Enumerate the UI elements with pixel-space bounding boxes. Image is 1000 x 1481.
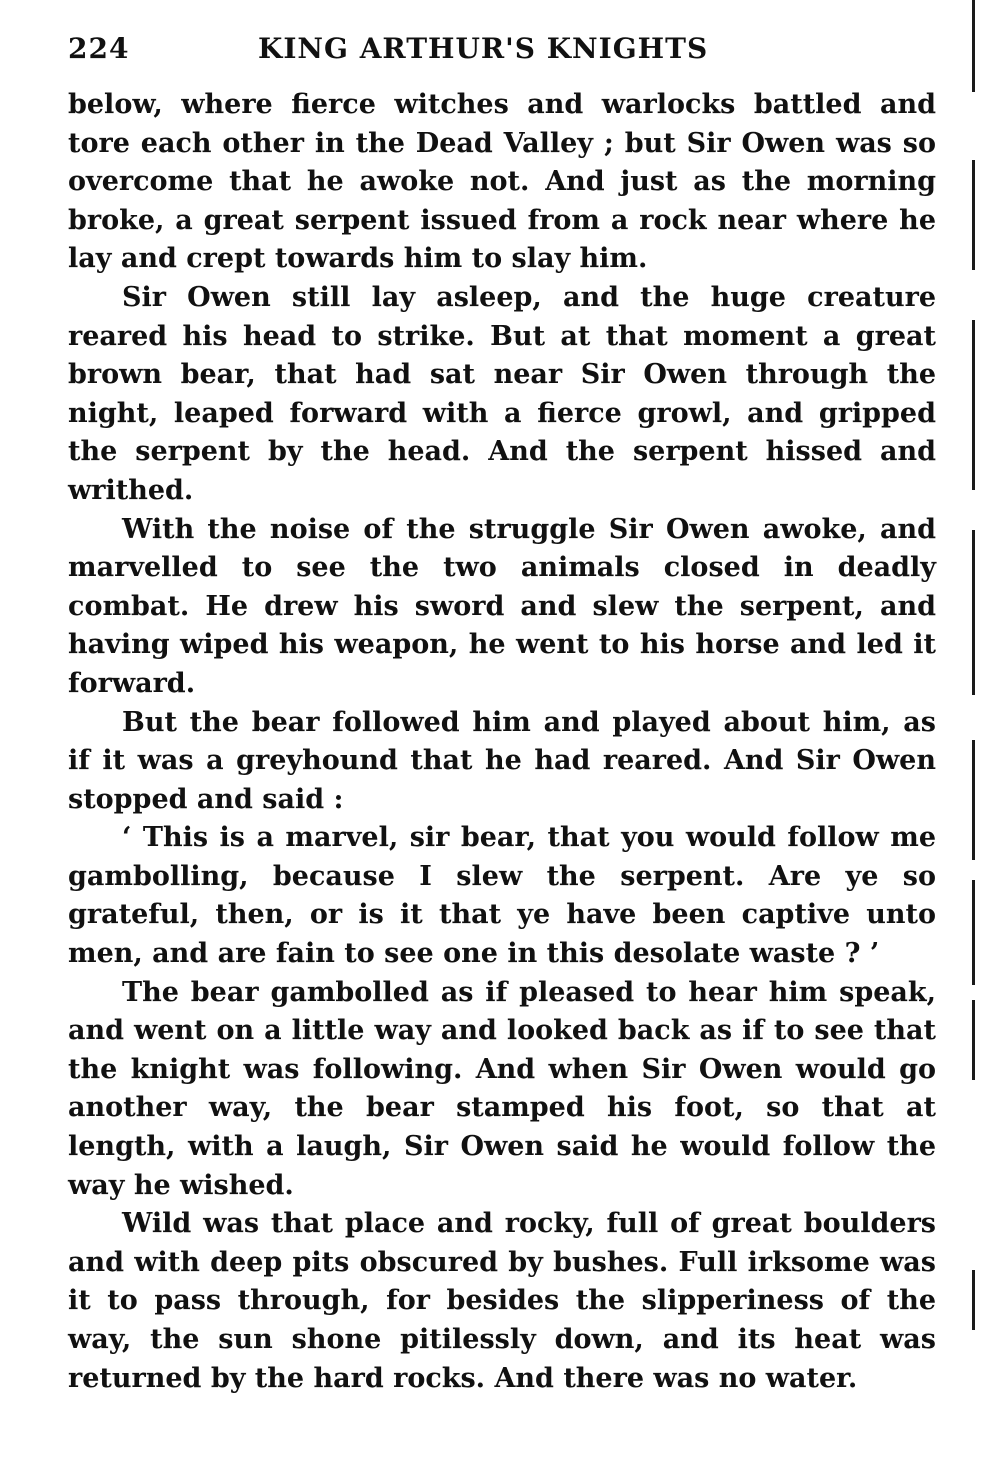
paragraph-3: With the noise of the struggle Sir Owen awoke, and marvelled to see the two animals closed in deadly combat. He drew his sword and slew the serpent, and having wiped his weapon, he went to his horse and led it forward. (68, 513, 936, 699)
paragraph-1: below, where fierce witches and warlocks battled and tore each other in the Dead Valley ; but Sir Owen was so overcome that he awoke not. And just as the morning broke, a great serpent issued from a rock near where he lay and crept towards him to slay him. (68, 89, 936, 275)
scan-edge-line (972, 1000, 975, 1080)
paragraph-6: The bear gambolled as if pleased to hear him speak, and went on a little way and looked back as if to see that the knight was following. And when Sir Owen would go another way, the bear stamped his foot, so that at length, with a laugh, Sir Owen said he would follow the way he wished. (68, 976, 936, 1201)
scan-edge-line (972, 0, 975, 92)
scan-edge-line (972, 530, 975, 695)
book-title: KING ARTHUR'S KNIGHTS (258, 32, 709, 65)
running-head (68, 28, 934, 72)
paragraph-4: But the bear followed him and played about him, as if it was a greyhound that he had reared. And Sir Owen stopped and said : (68, 706, 936, 815)
scan-edge-line (972, 320, 975, 490)
body-text (68, 86, 936, 1398)
paragraph-5: ‘ This is a marvel, sir bear, that you would follow me gambolling, because I slew the serpent. Are ye so grateful, then, or is it that ye have been captive unto men, and are fain to see one in this desolate waste ? ’ (68, 822, 936, 970)
scan-edge-line (972, 160, 975, 270)
paragraph-2: Sir Owen still lay asleep, and the huge creature reared his head to strike. But at that moment a great brown bear, that had sat near Sir Owen through the night, leaped forward with a fierce growl, and gripped the serpent by the head. And the serpent hissed and writhed. (68, 281, 936, 506)
page-number: 224 (68, 32, 130, 65)
scan-edge-line (972, 1270, 975, 1330)
scan-edge-line (972, 880, 975, 985)
scan-edge-line (972, 740, 975, 860)
paragraph-7: Wild was that place and rocky, full of great boulders and with deep pits obscured by bushes. Full irksome was it to pass through, for besides the slipperiness of the way, the sun shone pitilessly down, and its heat was returned by the hard rocks. And there was no water. (68, 1208, 936, 1394)
